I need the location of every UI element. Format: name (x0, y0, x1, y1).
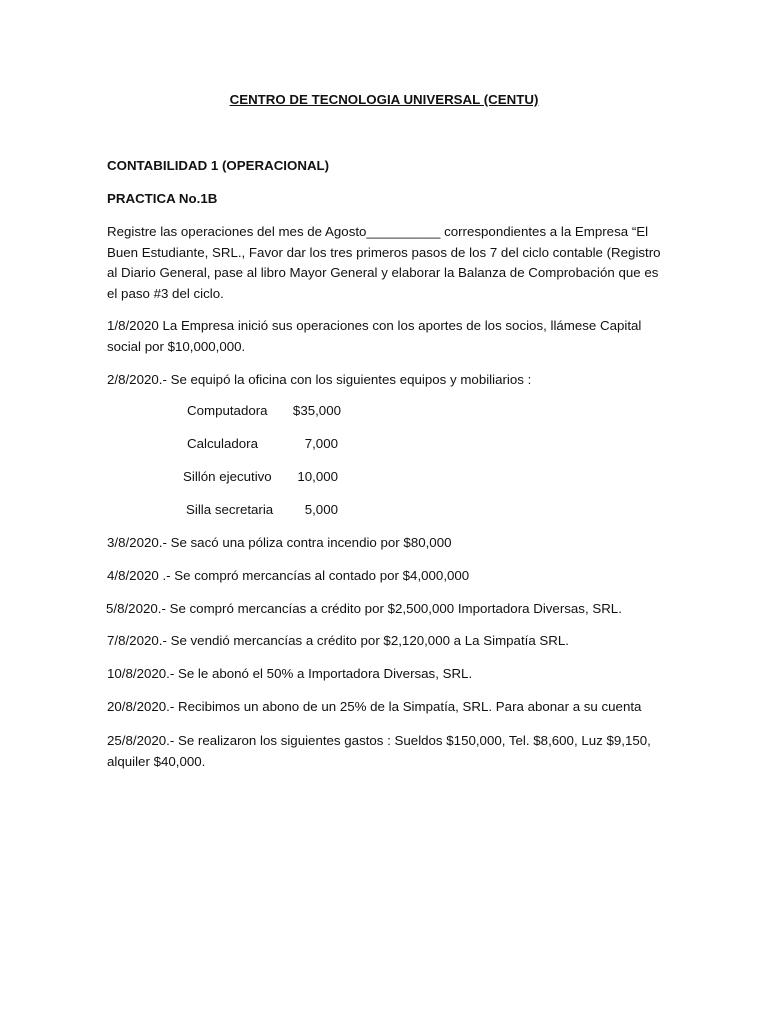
equipment-value: 7,000 (304, 436, 338, 451)
document-title: CENTRO DE TECNOLOGIA UNIVERSAL (CENTU) (229, 92, 539, 107)
equipment-value: 5,000 (304, 502, 338, 517)
entry-6: 7/8/2020.- Se vendió mercancías a crédito por $2,120,000 a La Simpatía SRL. (107, 633, 569, 648)
entry-8: 20/8/2020.- Recibimos un abono de un 25% de la Simpatía, SRL. Para abonar a su cuenta (107, 699, 642, 714)
practice-heading: PRACTICA No.1B (107, 191, 218, 206)
equipment-name: Sillón ejecutivo (183, 469, 272, 484)
entry-7: 10/8/2020.- Se le abonó el 50% a Importadora Diversas, SRL. (107, 666, 473, 681)
entry-3: 3/8/2020.- Se sacó una póliza contra incendio por $80,000 (107, 535, 452, 550)
equipment-value: $35,000 (292, 403, 341, 418)
course-heading: CONTABILIDAD 1 (OPERACIONAL) (107, 158, 330, 173)
instructions-paragraph: Registre las operaciones del mes de Agosto__________ correspondientes a la Empresa “El Buen Estudiante, SRL., Favor dar los tres primeros pasos de los 7 del ciclo contable (Registro al Diario General, pase al libro Mayor General y elaborar la Balanza de Comprobación que es el paso #3 del ciclo. (107, 224, 661, 301)
entry-9: 25/8/2020.- Se realizaron los siguientes gastos : Sueldos $150,000, Tel. $8,600, Luz $9,150, alquiler $40,000. (107, 733, 651, 769)
entry-1: 1/8/2020 La Empresa inició sus operaciones con los aportes de los socios, llámese Capital social por $10,000,000. (107, 318, 642, 354)
entry-2: 2/8/2020.- Se equipó la oficina con los siguientes equipos y mobiliarios : (107, 372, 532, 387)
equipment-name: Silla secretaria (186, 502, 274, 517)
equipment-name: Computadora (187, 403, 268, 418)
entry-5: 5/8/2020.- Se compró mercancías a crédito por $2,500,000 Importadora Diversas, SRL. (106, 601, 622, 616)
equipment-value: 10,000 (297, 469, 338, 484)
entry-4: 4/8/2020 .- Se compró mercancías al contado por $4,000,000 (107, 568, 470, 583)
equipment-name: Calculadora (187, 436, 258, 451)
